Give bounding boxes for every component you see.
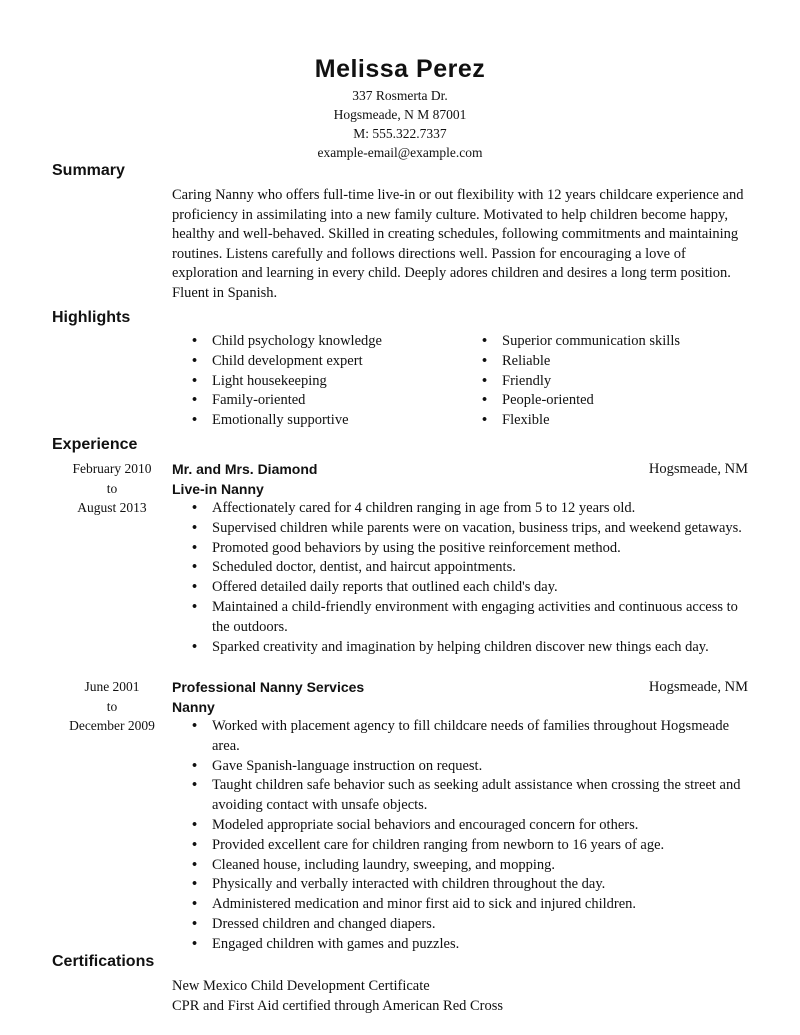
- highlight-item: • Child development expert: [192, 352, 482, 372]
- job-duty: • Promoted good behaviors by using the positive reinforcement method.: [192, 539, 752, 559]
- job-start-date: June 2001: [84, 679, 140, 694]
- job-title: Nanny: [172, 699, 215, 715]
- highlight-item: • Reliable: [482, 352, 680, 372]
- job-duty: • Administered medication and minor first aid to sick and injured children.: [192, 895, 752, 915]
- highlight-item: • Family-oriented: [192, 391, 482, 411]
- certification-item: CPR and First Aid certified through American Red Cross: [172, 998, 504, 1014]
- highlights-column-left: [192, 332, 482, 431]
- job-dates: [52, 459, 172, 518]
- job-end-date: August 2013: [77, 500, 147, 515]
- job-end-date: December 2009: [69, 718, 155, 733]
- job-duty: • Scheduled doctor, dentist, and haircut appointments.: [192, 558, 752, 578]
- job-duty: • Cleaned house, including laundry, sweeping, and mopping.: [192, 856, 752, 876]
- experience-heading: Experience: [52, 436, 138, 453]
- job-dates: [52, 677, 172, 736]
- highlight-item: • Child psychology knowledge: [192, 332, 482, 352]
- job-duty: • Taught children safe behavior such as seeking adult assistance when crossing the street and avoiding contact with unsafe objects.: [192, 776, 752, 816]
- job-company: Professional Nanny Services: [172, 679, 365, 695]
- job-duty: • Modeled appropriate social behaviors and encouraged concern for others.: [192, 816, 752, 836]
- job-duty: • Engaged children with games and puzzles.: [192, 935, 752, 955]
- job-title: Live-in Nanny: [172, 481, 264, 497]
- highlight-item: • Superior communication skills: [482, 332, 680, 352]
- highlight-item: • Light housekeeping: [192, 372, 482, 392]
- summary-heading: Summary: [52, 162, 125, 179]
- job-duty: • Sparked creativity and imagination by helping children discover new things each day.: [192, 638, 752, 658]
- highlight-item: • Emotionally supportive: [192, 411, 482, 431]
- highlight-item: • Flexible: [482, 411, 680, 431]
- job-duty: • Offered detailed daily reports that outlined each child's day.: [192, 578, 752, 598]
- candidate-name: Melissa Perez: [314, 55, 486, 83]
- certifications-list: [172, 976, 503, 1016]
- address-line-1: 337 Rosmerta Dr.: [352, 88, 448, 103]
- job-duties: [192, 499, 752, 657]
- resume-header: [0, 52, 800, 162]
- job-company: Mr. and Mrs. Diamond: [172, 461, 318, 477]
- summary-text: Caring Nanny who offers full-time live-in or out flexibility with 12 years childcare experience and proficiency in assimilating into a new family culture. Motivated to help children become happy, healthy and well-behaved. Skilled in creating schedules, following commitments and maintaining routines. Listens carefully and follows directions well. Passion for encouraging a love of exploration and learning in every child. Deeply adores children and desires a long term position. Fluent in Spanish.: [172, 187, 744, 301]
- address-line-2: Hogsmeade, N M 87001: [333, 107, 467, 122]
- job-duty: • Maintained a child-friendly environment with engaging activities and continuous access to the outdoors.: [192, 598, 752, 638]
- certification-item: New Mexico Child Development Certificate: [172, 978, 430, 994]
- job-start-date: February 2010: [72, 461, 152, 476]
- highlights-list: [192, 332, 752, 431]
- job-duty: • Physically and verbally interacted with children throughout the day.: [192, 875, 752, 895]
- email: example-email@example.com: [317, 145, 483, 160]
- job-duty: • Worked with placement agency to fill childcare needs of families throughout Hogsmeade area.: [192, 717, 752, 757]
- job-duty: • Supervised children while parents were on vacation, business trips, and weekend getaways.: [192, 519, 752, 539]
- highlight-item: • People-oriented: [482, 391, 680, 411]
- job-duty: • Gave Spanish-language instruction on request.: [192, 757, 752, 777]
- job-duty: • Dressed children and changed diapers.: [192, 915, 752, 935]
- highlights-heading: Highlights: [52, 309, 131, 326]
- job-duties: [192, 717, 752, 955]
- phone: M: 555.322.7337: [353, 126, 447, 141]
- job-date-separator: to: [106, 698, 118, 714]
- highlights-column-right: [482, 332, 680, 431]
- job-duty: • Affectionately cared for 4 children ranging in age from 5 to 12 years old.: [192, 499, 752, 519]
- job-location: Hogsmeade, NM: [648, 679, 748, 695]
- certifications-heading: Certifications: [52, 953, 155, 970]
- job-location: Hogsmeade, NM: [648, 461, 748, 477]
- job-duty: • Provided excellent care for children ranging from newborn to 16 years of age.: [192, 836, 752, 856]
- job-date-separator: to: [106, 480, 118, 496]
- highlight-item: • Friendly: [482, 372, 680, 392]
